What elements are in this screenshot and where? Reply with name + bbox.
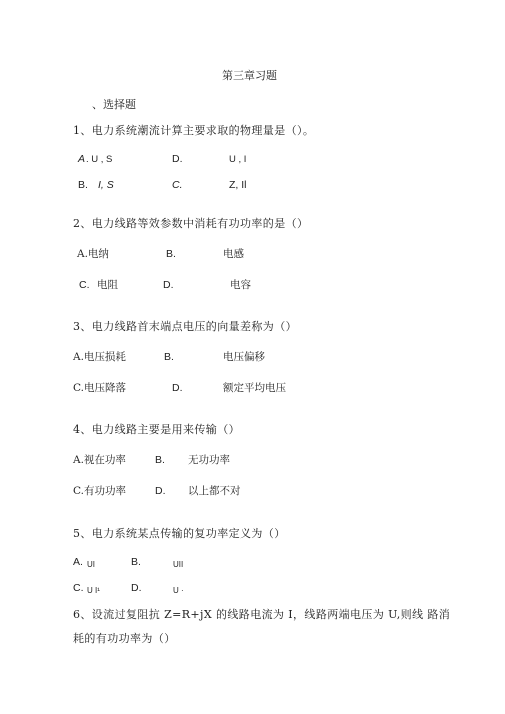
q1-option-a-letter: A	[78, 153, 86, 165]
q4-option-d-text: 以上都不对	[188, 485, 241, 497]
q3-option-b-text: 电压偏移	[223, 351, 265, 363]
q1-option-d-text: U , I	[229, 154, 247, 165]
q2-option-c-letter: C.	[79, 279, 90, 291]
question-5-stem: 5、电力系统某点传输的复功率定义为（）	[73, 527, 286, 540]
q4-option-b-letter: B.	[155, 454, 165, 466]
q5-option-d-text: U ·	[173, 586, 184, 595]
question-2-stem: 2、电力线路等效参数中消耗有功功率的是（）	[73, 217, 309, 230]
page-title: 第三章习题	[222, 69, 277, 82]
q5-option-b-text: UII	[173, 560, 184, 569]
q1-option-d-letter: D.	[172, 153, 183, 165]
q2-option-d-text: 电容	[230, 279, 251, 291]
q4-option-d-letter: D.	[155, 485, 166, 497]
q2-option-c-text: 电阻	[97, 279, 118, 291]
question-4-stem: 4、电力线路主要是用来传输（）	[73, 423, 240, 436]
question-1-stem: 1、电力系统潮流计算主要求取的物理量是（）。	[73, 124, 315, 137]
q5-option-d-letter: D.	[131, 582, 142, 594]
question-3-stem: 3、电力线路首末端点电压的向量差称为（）	[73, 320, 297, 333]
q3-option-c: C.电压降落	[73, 382, 126, 394]
q5-option-b-letter: B.	[131, 556, 141, 568]
q5-option-a-text: UI	[87, 560, 95, 569]
question-6-stem-line-2: 耗的有功功率为（）	[73, 632, 176, 645]
q1-option-c-text: Z, Il	[229, 179, 247, 191]
q3-option-d-letter: D.	[172, 382, 183, 394]
q1-option-b-letter: B.	[78, 179, 88, 191]
q3-option-a: A.电压损耗	[73, 351, 126, 363]
q1-option-b-text: I, S	[98, 179, 114, 191]
q3-option-d-text: 额定平均电压	[223, 382, 286, 394]
q3-option-b-letter: B.	[164, 351, 174, 363]
q2-option-b-letter: B.	[166, 248, 176, 260]
q5-option-c-letter: C.	[73, 582, 84, 594]
q4-option-a: A.视在功率	[73, 454, 126, 466]
q2-option-b-text: 电感	[223, 248, 244, 260]
q1-option-a-text: . U , S	[86, 154, 113, 165]
q2-option-a: A.电纳	[77, 248, 109, 260]
q4-option-b-text: 无功功率	[188, 454, 230, 466]
q4-option-c: C.有功功率	[73, 485, 126, 497]
question-6-stem-line-1: 6、设流过复阻抗 Z=R+jX 的线路电流为 I，线路两端电压为 U,则线 路消	[73, 608, 451, 621]
q5-option-a-letter: A.	[73, 556, 83, 568]
q5-option-c-text: U I¹	[87, 586, 100, 595]
q2-option-d-letter: D.	[163, 279, 174, 291]
q1-option-c-letter: C.	[172, 179, 183, 191]
section-heading: 、选择题	[92, 98, 136, 111]
